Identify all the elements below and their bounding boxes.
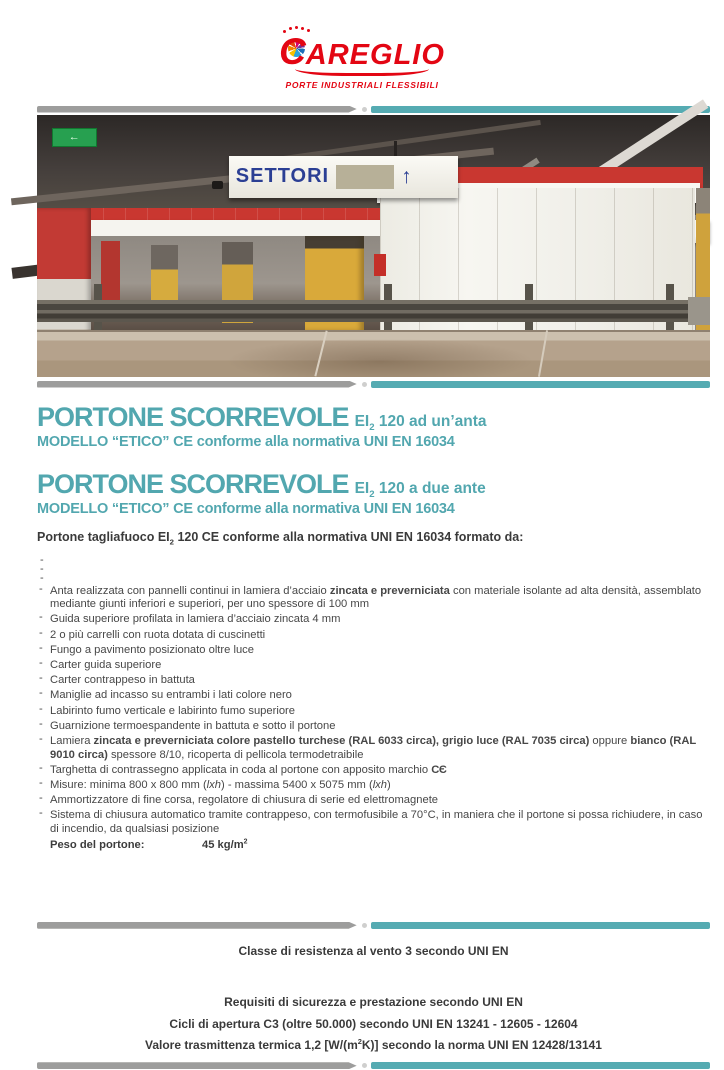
- dash-bullet: -: [39, 626, 43, 639]
- product-title: [37, 469, 710, 500]
- list-item: - Carter contrappeso in battuta: [39, 672, 195, 687]
- requirements-line: [37, 990, 710, 1012]
- divider-teal-bar: [371, 106, 710, 113]
- variant-text: 120 a due ante: [374, 480, 486, 498]
- dash-bullet: -: [39, 582, 43, 595]
- intro-subscript: 2: [169, 537, 174, 547]
- ei-subscript: 2: [369, 489, 375, 501]
- product-heading-double-leaf: [37, 469, 710, 517]
- dash-bullet: -: [39, 687, 43, 700]
- photo-floor-stain: [225, 338, 535, 377]
- section-divider-footer: [37, 921, 710, 929]
- product-subtitle: MODELLO “ETICO” CE conforme alla normativa UNI EN 16034: [37, 501, 455, 518]
- divider-teal-bar: [371, 1062, 710, 1069]
- divider-gray-bar: [37, 381, 357, 388]
- divider-dot: [362, 923, 367, 928]
- dash-bullet: -: [39, 717, 43, 730]
- photo-guardrail-endcap: [688, 297, 710, 325]
- stray-dashes: [40, 553, 710, 584]
- intro-pre: Portone tagliafuoco EI: [37, 530, 170, 545]
- weight-value: [202, 839, 248, 851]
- list-item: - Sistema di chiusura automatico tramite contrappeso, con termofusibile a 70°C, in maniera che il portone si possa richiudere, in caso di incendio, da qualsiasi posizione: [39, 807, 703, 835]
- dash-bullet: -: [39, 657, 43, 670]
- line-text: Cicli di apertura C3 (oltre 50.000) secondo UNI EN 13241 - 12605 - 12604: [169, 1016, 578, 1031]
- list-item: - Lamiera zincata e preverniciata colore pastello turchese (RAL 6033 circa), grigio luce (RAL 7035 circa) oppure bianco (RAL 9010 circa) spessore 8/10, ricoperta di pellicola termodetraibile: [39, 732, 697, 761]
- dash-bullet: -: [39, 641, 43, 654]
- intro-line: [37, 530, 710, 547]
- list-item: - Guarnizione termoespandente in battuta e sotto il portone: [39, 717, 336, 732]
- led-matrix-display: [336, 165, 394, 189]
- line-text: K)] secondo la norma UNI EN 12428/13141: [361, 1038, 602, 1053]
- list-item: - Misure: minima 800 x 800 mm (lxh) - massima 5400 x 5075 mm (lxh): [39, 776, 391, 791]
- ei-subscript: 2: [369, 422, 375, 434]
- list-item: - Guida superiore profilata in lamiera d’acciaio zincata 4 mm: [39, 611, 341, 626]
- brand-tagline: PORTE INDUSTRIALI FLESSIBILI: [285, 80, 439, 90]
- product-title-variant: [354, 413, 487, 434]
- weight-superscript: 2: [243, 838, 248, 846]
- settori-sign-text: SETTORI: [235, 165, 330, 188]
- exit-sign: ←: [52, 128, 97, 147]
- requirements-block: [37, 990, 710, 1055]
- list-item: - Anta realizzata con pannelli continui in lamiera d’acciaio zincata e preverniciata con materiale isolante ad alta densità, assemblato mediante giunti inferiori e superiori, per uno spessore di 100 mm: [39, 582, 702, 611]
- product-title: [37, 402, 710, 433]
- divider-gray-bar: [37, 1062, 357, 1069]
- dash-bullet: -: [39, 792, 43, 805]
- list-item: - Ammortizzatore di fine corsa, regolatore di chiusura di serie ed elettromagnete: [39, 792, 439, 807]
- dash-bullet: -: [39, 611, 43, 624]
- intro-post: 120 CE conforme alla normativa UNI EN 16034 formato da:: [173, 530, 524, 545]
- dash-bullet: -: [39, 761, 43, 774]
- product-heading-single-leaf: [37, 402, 710, 450]
- divider-dot: [362, 382, 367, 387]
- wind-resistance-line: Classe di resistenza al vento 3 secondo UNI EN: [238, 944, 509, 959]
- dash-bullet: -: [39, 776, 43, 789]
- photo-guardrail: [37, 300, 710, 322]
- cycles-line: [37, 1012, 710, 1034]
- ei-rating: EI: [354, 480, 370, 498]
- brand-c-mark: [279, 33, 306, 70]
- thermal-line: [37, 1033, 710, 1055]
- dash-bullet: -: [39, 732, 43, 745]
- list-item: - 2 o più carrelli con ruota dotata di cuscinetti: [39, 626, 266, 641]
- door-weight-row: [50, 839, 710, 852]
- product-photo: [37, 115, 710, 377]
- list-item: - Carter guida superiore: [39, 657, 162, 672]
- line-text: Valore trasmittenza termica 1,2 [W/(m: [145, 1038, 358, 1053]
- divider-teal-bar: [371, 381, 710, 388]
- features-list: [37, 582, 710, 837]
- stray-dash: -: [40, 553, 44, 566]
- ce-mark-icon: CЄ: [431, 763, 447, 776]
- up-arrow-icon: ↑: [401, 165, 412, 189]
- list-item: - Labirinto fumo verticale e labirinto fumo superiore: [39, 702, 296, 717]
- weight-label: Peso del portone:: [50, 839, 145, 852]
- list-item: - Targhetta di contrassegno applicata in coda al portone con apposito marchio CЄ: [39, 761, 447, 776]
- brand-logo: [0, 0, 724, 90]
- product-subtitle: MODELLO “ETICO” CE conforme alla normativa UNI EN 16034: [37, 434, 455, 451]
- variant-text: 120 ad un’anta: [374, 413, 487, 430]
- product-title-variant: [354, 480, 486, 501]
- divider-gray-bar: [37, 922, 357, 929]
- ei-rating: EI: [354, 413, 370, 430]
- product-title-main: PORTONE SCORREVOLE: [37, 469, 349, 500]
- settori-sign: [229, 156, 458, 198]
- section-divider-top: [37, 105, 710, 113]
- weight-number: 45 kg/m: [202, 839, 244, 852]
- divider-dot: [362, 1063, 367, 1068]
- product-title-main: PORTONE SCORREVOLE: [37, 402, 349, 432]
- brand-name: [0, 33, 724, 72]
- divider-gray-bar: [37, 106, 357, 113]
- logo-c-letter: C: [279, 31, 306, 72]
- list-item: - Maniglie ad incasso su entrambi i lati colore nero: [39, 687, 292, 702]
- line-text: Requisiti di sicurezza e prestazione secondo UNI EN: [224, 995, 523, 1010]
- divider-teal-bar: [371, 922, 710, 929]
- dash-bullet: -: [39, 672, 43, 685]
- camera-icon: [212, 181, 223, 189]
- photo-fire-extinguisher-sign: [374, 254, 386, 276]
- stray-dash: -: [40, 562, 44, 575]
- logo-wordmark: AREGLIO: [305, 39, 445, 71]
- section-divider-bottom: [37, 1062, 710, 1070]
- stray-dash: -: [40, 571, 44, 584]
- line-sup: 2: [357, 1037, 362, 1047]
- divider-dot: [362, 107, 367, 112]
- dash-bullet: -: [39, 702, 43, 715]
- list-item: - Fungo a pavimento posizionato oltre luce: [39, 641, 254, 656]
- dash-bullet: -: [39, 807, 43, 820]
- section-divider-photo: [37, 380, 710, 388]
